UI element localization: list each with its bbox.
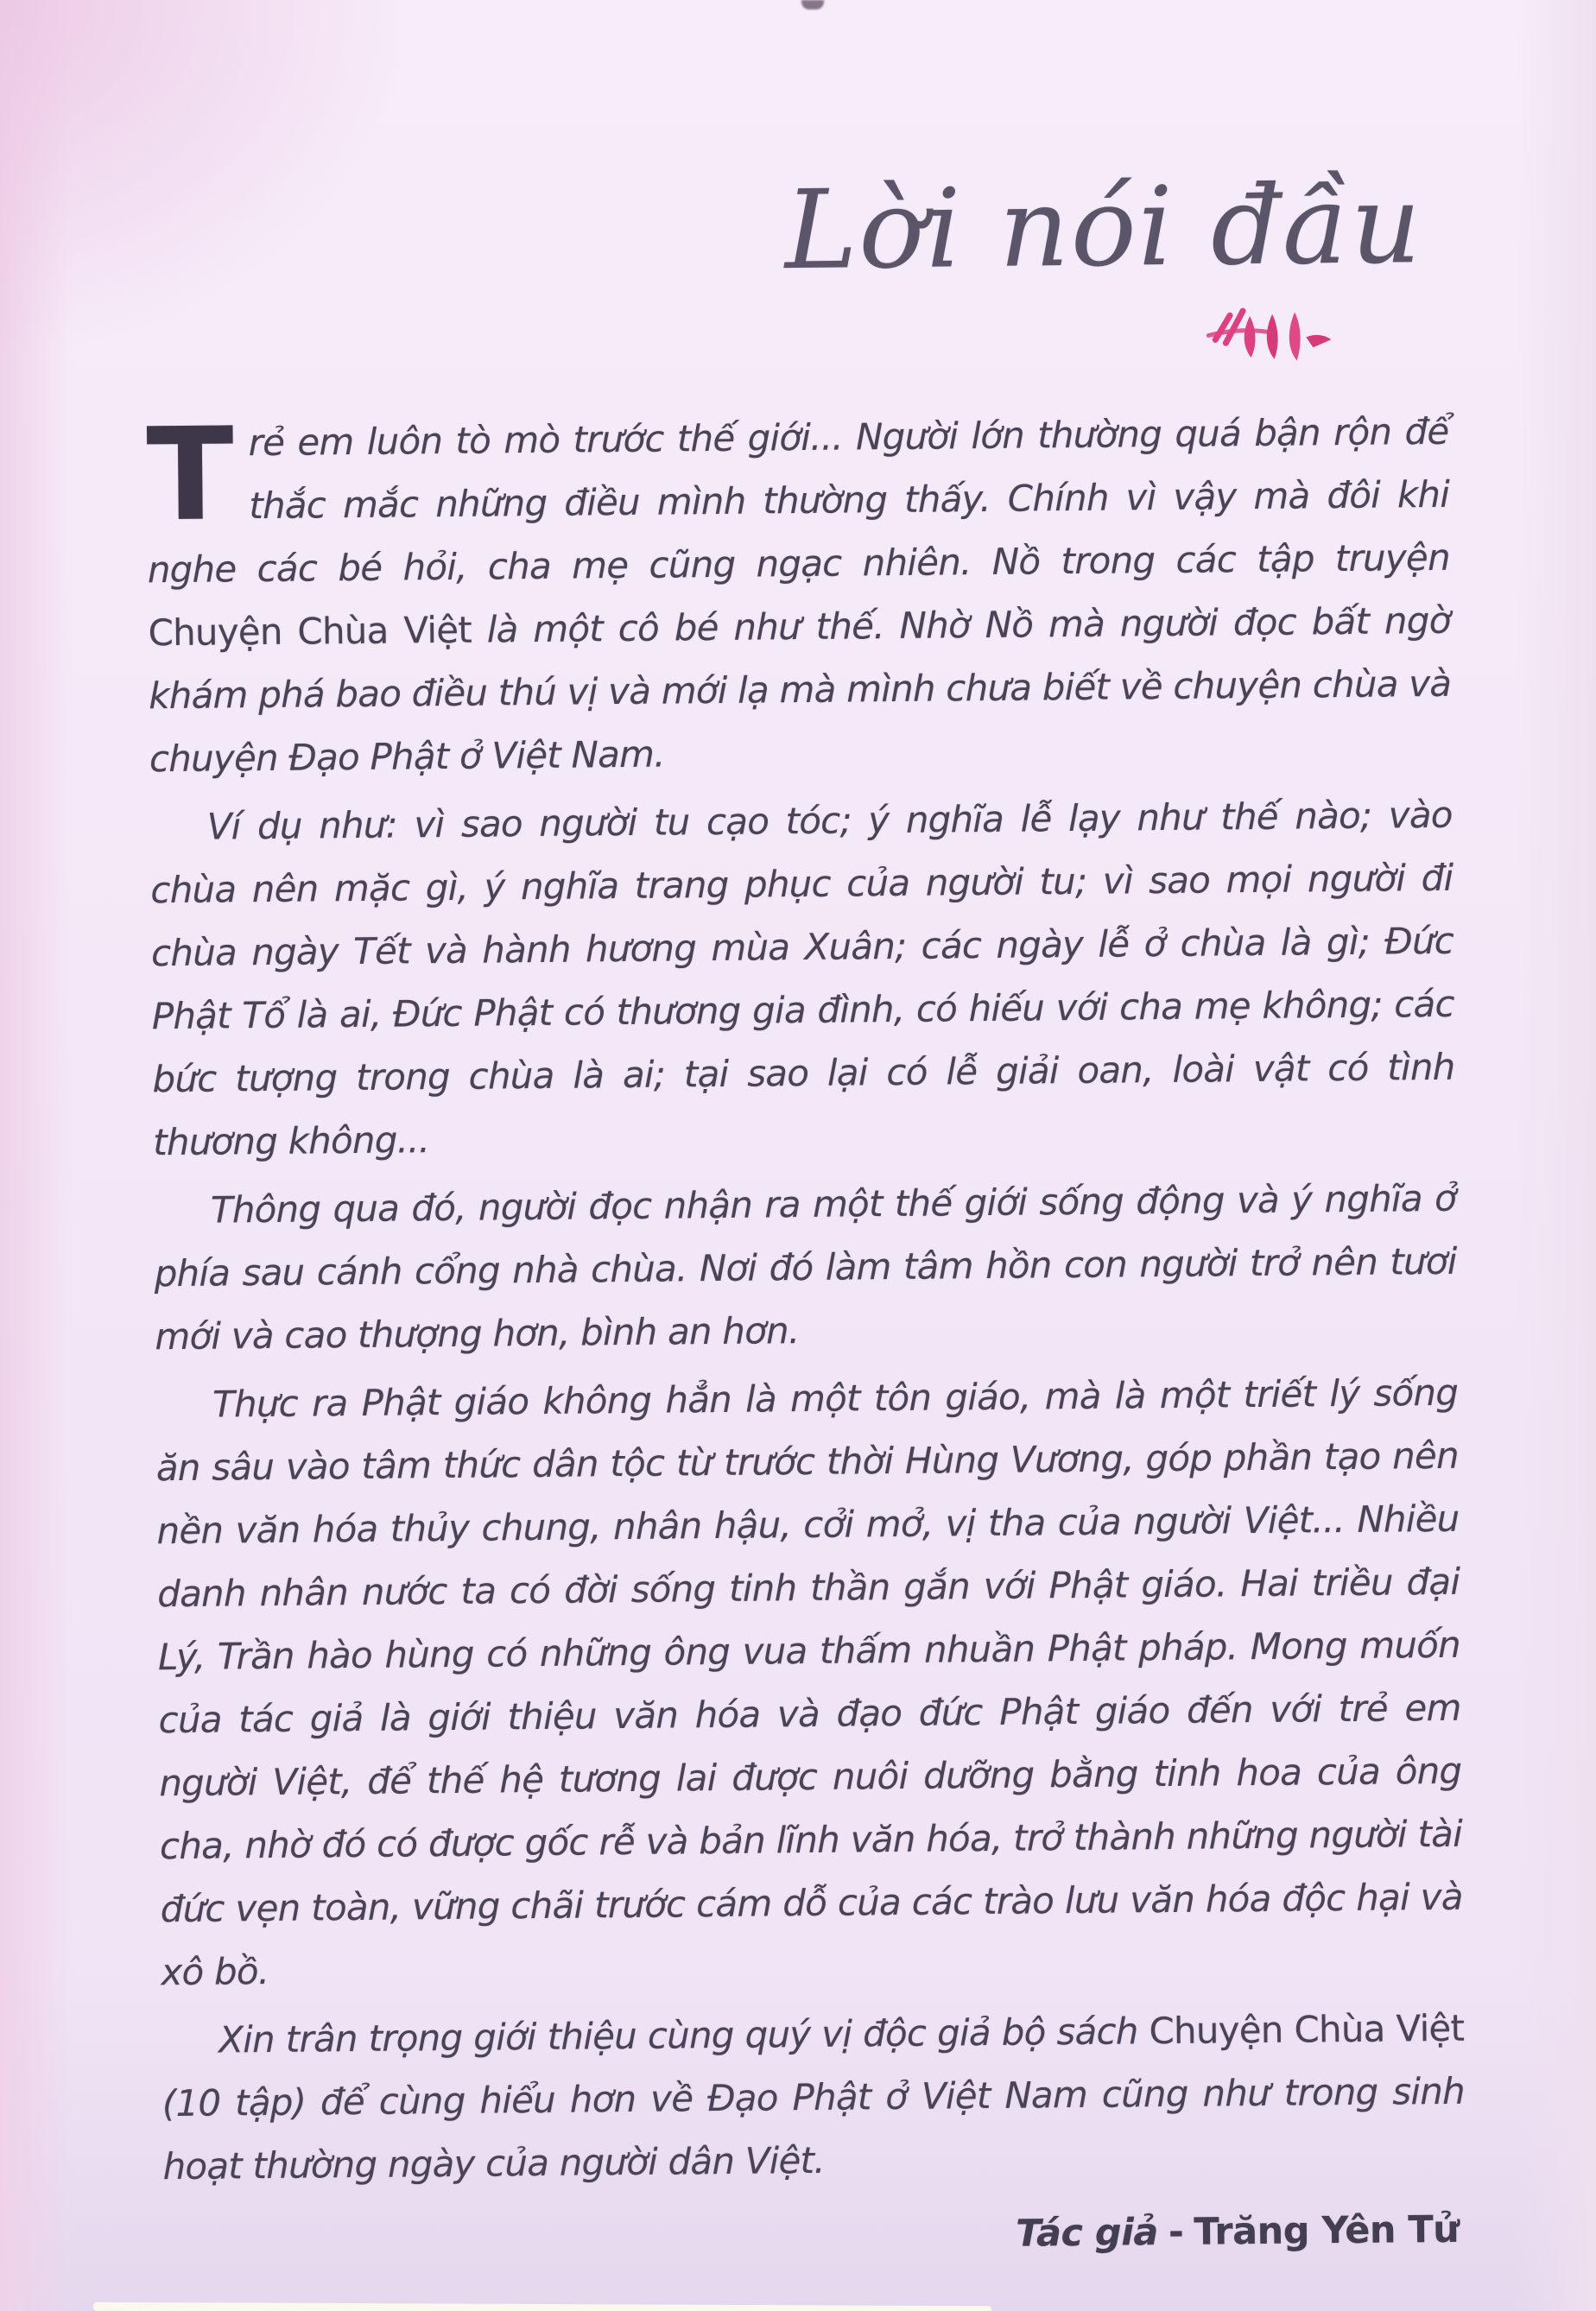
floral-flourish-icon: [145, 302, 1334, 383]
drop-cap-letter: T: [145, 399, 234, 549]
author-name: Trăng Yên Tử: [1194, 2207, 1460, 2254]
paragraph-text: rẻ em luôn tò mò trước thế giới... Người lớn thường quá bận rộn để thắc mắc những điều mình thường thấy. Chính vì vậy mà đôi khi nghe các bé hỏi, cha mẹ cũng ngạc nhiên. Nồ trong các tập truyện: [147, 409, 1451, 591]
paragraph-text: (10 tập) để cùng hiểu hơn về Đạo Phật ở Việt Nam cũng như trong sinh hoạt thường ngày của người dân Việt.: [162, 2069, 1466, 2188]
author-signature: [163, 2207, 1459, 2263]
author-role-label: Tác giả: [1015, 2210, 1159, 2256]
paragraph-text: Xin trân trọng giới thiệu cùng quý vị độc giả bộ sách: [218, 2009, 1150, 2061]
page-content: [143, 156, 1466, 2264]
paragraph-world-behind-gate: Thông qua đó, người đọc nhận ra một thế giới sống động và ý nghĩa ở phía sau cánh cổng nhà chùa. Nơi đó làm tâm hồn con người trở nên tươi mới và cao thượng hơn, bình an hơn.: [154, 1176, 1457, 1358]
paragraph-buddhism-philosophy: Thực ra Phật giáo không hẳn là một tôn giáo, mà là một triết lý sống ăn sâu vào tâm thức dân tộc từ trước thời Hùng Vương, góp phần tạo nên nền văn hóa thủy chung, nhân hậu, cởi mở, vị tha của người Việt... Nhiều danh nhân nước ta có đời sống tinh thần gắn với Phật giáo. Hai triều đại Lý, Trần hào hùng có những ông vua thấm nhuần Phật pháp. Mong muốn của tác giả là giới thiệu văn hóa và đạo đức Phật giáo đến với trẻ em người Việt, để thế hệ tương lai được nuôi dưỡng bằng tinh hoa của ông cha, nhờ đó có được gốc rễ và bản lĩnh văn hóa, trở thành những người tài đức vẹn toàn, vững chãi trước cám dỗ của các trào lưu văn hóa độc hại và xô bồ.: [155, 1371, 1463, 1993]
opening-paragraph: [146, 399, 1452, 789]
closing-paragraph: [162, 1996, 1466, 2197]
signature-dash: -: [1168, 2210, 1184, 2254]
photo-artifact-mark: [801, 0, 824, 9]
book-series-title: Chuyện Chùa Việt: [148, 608, 472, 654]
paragraph-text: là một cô bé như thế. Nhờ Nồ mà người đọc bất ngờ khám phá bao điều thú vị và mới lạ mà mình chưa biết về chuyện chùa và chuyện Đạo Phật ở Việt Nam.: [149, 598, 1452, 780]
paragraph-examples: Ví dụ như: vì sao người tu cạo tóc; ý nghĩa lễ lạy như thế nào; vào chùa nên mặc gì, ý nghĩa trang phục của người tu; vì sao mọi người đi chùa ngày Tết và hành hương mùa Xuân; các ngày lễ ở chùa là gì; Đức Phật Tổ là ai, Đức Phật có thương gia đình, có hiếu với cha mẹ không; các bức tượng trong chùa là ai; tại sao lại có lễ giải oan, loài vật có tình thương không...: [150, 793, 1455, 1163]
page-title: Lời nói đầu: [784, 161, 1423, 294]
book-series-title: Chuyện Chùa Việt: [1149, 2006, 1465, 2052]
page-bottom-edge: [93, 2302, 991, 2311]
